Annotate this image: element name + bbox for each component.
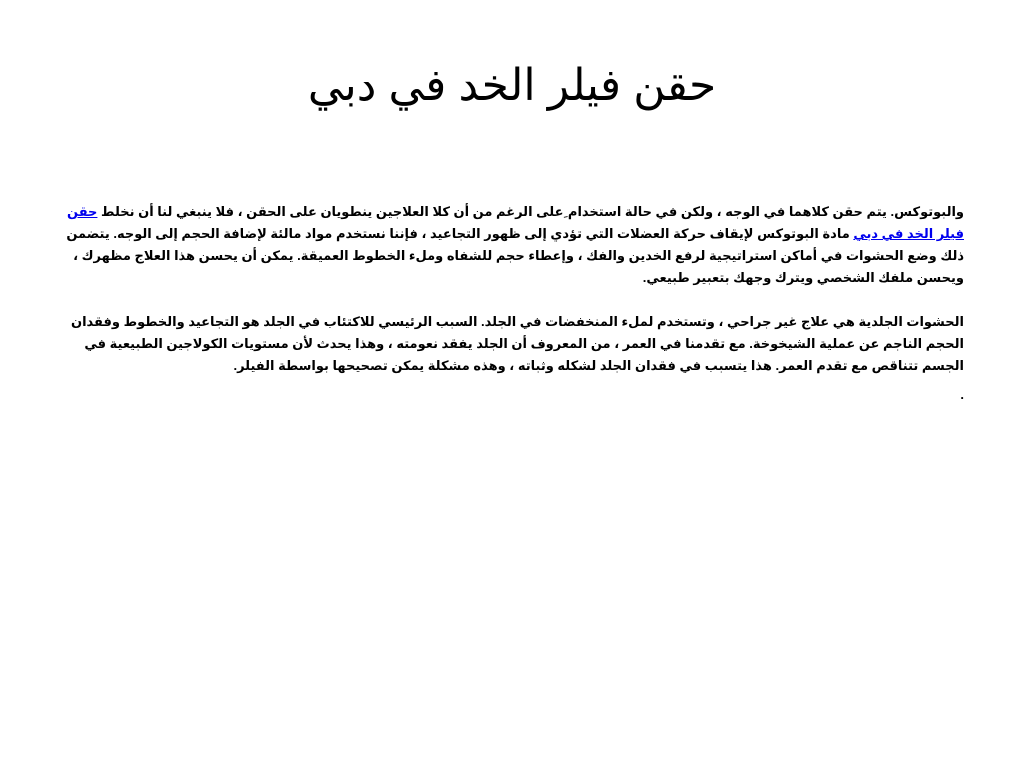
trailing-dot: .: [960, 387, 964, 402]
content-body: [60, 201, 964, 405]
paragraph-1-text-start: والبوتوكس. يتم حقن كلاهما في الوجه ، ولكن في حالة استخدام ِعلى الرغم من أن كلا العلاجين ينطويان على الحقن ، فلا ينبغي لنا أن نخلط: [97, 204, 964, 219]
cheek-filler-link[interactable]: حقن فيلر الخد في دبي: [67, 204, 964, 241]
paragraph-2: الحشوات الجلدية هي علاج غير جراحي ، وتستخدم لملء المنخفضات في الجلد. السبب الرئيسي للاكتئاب في الجلد هو التجاعيد والخطوط وفقدان الحجم الناجم عن عملية الشيخوخة. مع تقدمنا في العمر ، من المعروف أن الجلد يفقد نعومته ، وهذا يحدث لأن مستويات الكولاجين الطبيعية في الجسم تتناقص مع تقدم العمر. هذا يتسبب في فقدان الجلد لشكله وثباته ، وهذه مشكلة يمكن تصحيحها بواسطة الفيلر.: [70, 314, 964, 373]
paragraph-1: [60, 201, 964, 289]
page-title: حقن فيلر الخد في دبي: [307, 61, 717, 110]
paragraph-1-text-end: مادة البوتوكس لإيقاف حركة العضلات التي تؤدي إلى ظهور التجاعيد ، فإننا نستخدم مواد مالئة لإضافة الحجم إلى الوجه. يتضمن ذلك وضع الحشوات في أماكن استراتيجية لرفع الخدين والفك ، وإعطاء حجم للشفاه وملء الخطوط العميقة. يمكن أن يحسن هذا العلاج مظهرك ، ويحسن ملفك الشخصي ويترك وجهك بتعبير طبيعي.: [66, 226, 964, 285]
